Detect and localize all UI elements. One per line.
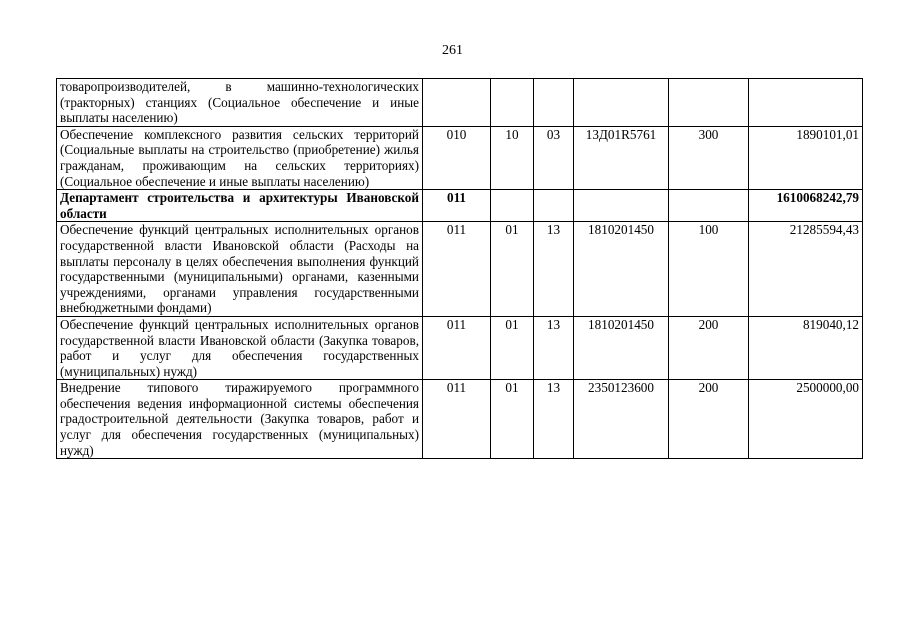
department-name-cell: Департамент строительства и архитектуры Ивановской области — [57, 190, 423, 222]
ministry-code-cell: 011 — [423, 222, 491, 317]
section-code-cell: 10 — [491, 126, 534, 189]
expense-type-cell: 100 — [669, 222, 749, 317]
subsection-code-cell: 13 — [534, 380, 574, 459]
section-code-cell — [491, 79, 534, 127]
expense-type-cell: 300 — [669, 126, 749, 189]
ministry-code-cell: 011 — [423, 316, 491, 379]
table-row — [57, 316, 863, 379]
expense-name-cell: Внедрение типового тиражируемого программного обеспечения ведения информационной системы обеспечения градостроительной деятельности (Закупка товаров, работ и услуг для обеспечения государственных (муниципальных) нужд) — [57, 380, 423, 459]
expense-type-cell — [669, 190, 749, 222]
section-code-cell: 01 — [491, 380, 534, 459]
page-number: 261 — [442, 43, 463, 58]
ministry-code-cell: 011 — [423, 190, 491, 222]
amount-cell: 819040,12 — [749, 316, 863, 379]
amount-cell: 21285594,43 — [749, 222, 863, 317]
amount-cell: 2500000,00 — [749, 380, 863, 459]
amount-cell — [749, 79, 863, 127]
ministry-code-cell: 010 — [423, 126, 491, 189]
expense-type-cell — [669, 79, 749, 127]
section-code-cell: 01 — [491, 316, 534, 379]
table-row — [57, 126, 863, 189]
expense-name-cell: товаропроизводителей, в машинно-технологических (тракторных) станциях (Социальное обеспечение и иные выплаты населению) — [57, 79, 423, 127]
expense-type-cell: 200 — [669, 380, 749, 459]
amount-cell: 1890101,01 — [749, 126, 863, 189]
expense-name-cell: Обеспечение функций центральных исполнительных органов государственной власти Ивановской области (Закупка товаров, работ и услуг для обеспечения государственных (муниципальных) нужд) — [57, 316, 423, 379]
budget-table — [56, 78, 863, 459]
target-article-cell — [574, 190, 669, 222]
ministry-code-cell: 011 — [423, 380, 491, 459]
section-code-cell — [491, 190, 534, 222]
table-row — [57, 79, 863, 127]
expense-type-cell: 200 — [669, 316, 749, 379]
table-row — [57, 222, 863, 317]
target-article-cell: 2350123600 — [574, 380, 669, 459]
amount-cell: 1610068242,79 — [749, 190, 863, 222]
subsection-code-cell — [534, 79, 574, 127]
target-article-cell: 13Д01R5761 — [574, 126, 669, 189]
ministry-code-cell — [423, 79, 491, 127]
target-article-cell: 1810201450 — [574, 316, 669, 379]
expense-name-cell: Обеспечение функций центральных исполнительных органов государственной власти Ивановской области (Расходы на выплаты персоналу в целях обеспечения выполнения функций государственными (муниципальными) органами, казенными учреждениями, органами управления государственными внебюджетными фондами) — [57, 222, 423, 317]
subsection-code-cell: 13 — [534, 316, 574, 379]
subsection-code-cell: 13 — [534, 222, 574, 317]
target-article-cell: 1810201450 — [574, 222, 669, 317]
table-row-department — [57, 190, 863, 222]
section-code-cell: 01 — [491, 222, 534, 317]
target-article-cell — [574, 79, 669, 127]
expense-name-cell: Обеспечение комплексного развития сельских территорий (Социальные выплаты на строительство (приобретение) жилья гражданам, проживающим на сельских территориях) (Социальное обеспечение и иные выплаты населению) — [57, 126, 423, 189]
table-row — [57, 380, 863, 459]
subsection-code-cell — [534, 190, 574, 222]
subsection-code-cell: 03 — [534, 126, 574, 189]
